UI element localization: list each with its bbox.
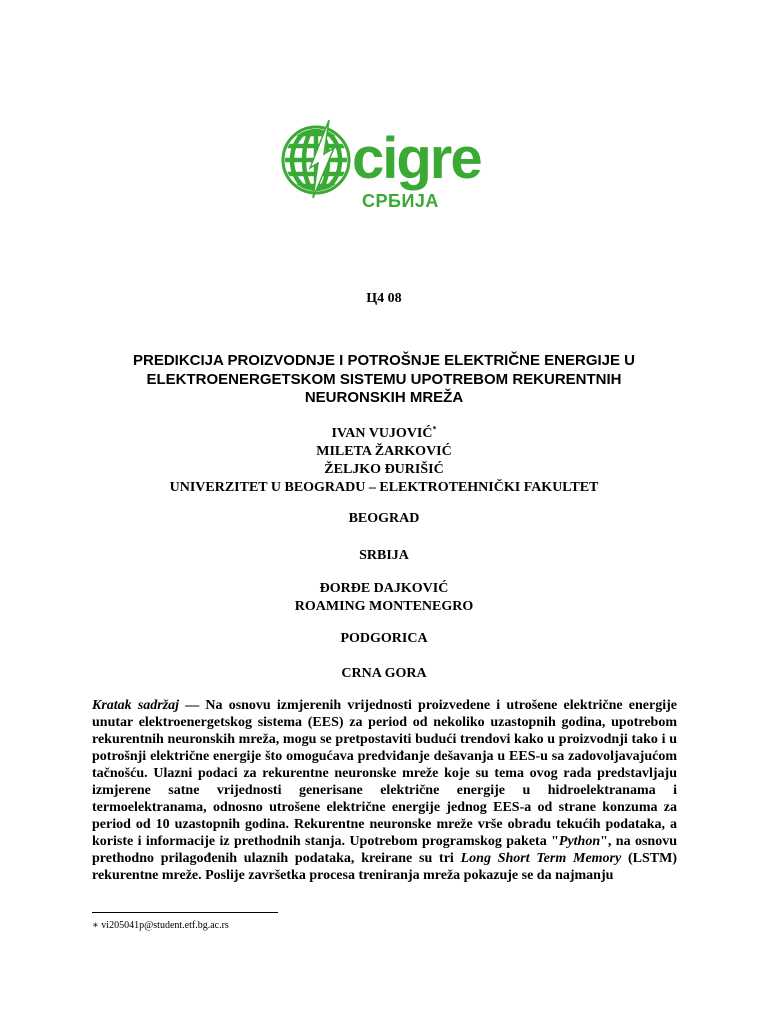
city: PODGORICA	[340, 631, 428, 646]
footnote-marker: *	[432, 424, 437, 434]
footnote-divider	[92, 912, 278, 913]
author-name: ŽELJKO ĐURIŠIĆ	[324, 462, 444, 477]
footnote	[92, 919, 492, 932]
affiliation: UNIVERZITET U BEOGRADU – ELEKTROTEHNIČKI FAKULTET	[169, 480, 599, 495]
python-term: Python	[558, 834, 601, 849]
paper-title-line: NEURONSKIH MREŽA	[304, 389, 464, 406]
author-name: ĐORĐE DAJKOVIĆ	[319, 581, 449, 596]
footnote-marker: ∗	[92, 920, 99, 931]
paper-title-line: ELEKTROENERGETSKOM SISTEMU UPOTREBOM REKURENTNIH	[146, 370, 622, 388]
footnote-email: vi205041p@student.etf.bg.ac.rs	[101, 920, 229, 931]
logo-wordmark: cigre	[352, 126, 481, 191]
city: BEOGRAD	[348, 511, 420, 526]
author-name: IVAN VUJOVIĆ*	[331, 424, 437, 441]
abstract-label: Kratak sadržaj	[92, 698, 180, 713]
globe-lightning-icon	[280, 116, 352, 200]
paper-title	[90, 352, 678, 408]
author-block-1	[90, 425, 678, 497]
author-block-2	[90, 580, 678, 616]
country: CRNA GORA	[341, 666, 427, 681]
country: SRBIJA	[359, 548, 409, 563]
logo-country: СРБИЈА	[362, 191, 439, 211]
paper-title-line: PREDIKCIJA PROIZVODNJE I POTROŠNJE ELEKTRIČNE ENERGIJE U	[132, 352, 636, 369]
affiliation: ROAMING MONTENEGRO	[294, 599, 474, 614]
paper-code: Ц4 08	[366, 291, 402, 306]
author-name: MILETA ŽARKOVIĆ	[316, 444, 452, 459]
lstm-term: Long Short Term Memory	[460, 851, 622, 866]
cigre-logo	[280, 116, 490, 216]
abstract-paragraph: Kratak sadržaj — Na osnovu izmjerenih vrijednosti proizvedene i utrošene električne energije unutar elektroenergetskog sistema (EES) za period od nekoliko uzastopnih godina, upotrebom rekurentnih neuronskih mreža, mogu se pretpostaviti budući trendovi kako u proizvodnji tako i u potrošnji električne energije što omogućava predviđanje dešavanja u EES-u sa zadovoljavajućom tačnošću. Ulazni podaci za rekurentne neuronske mreže koje su tema ovog rada predstavljaju izmjerene satne vrijednosti generisane električne energije u hidroelektranama i termoelektranama, odnosno utrošene električne energije jednog EES-a od strane konzuma za period od 10 uzastopnih godina. Rekurentne neuronske mreže vrše obradu tekućih podataka, a koriste i informacije iz prethodnih stanja. Upotrebom programskog paketa "Python", na osnovu prethodno prilagođenih ulaznih podataka, kreirane su tri Long Short Term Memory (LSTM) rekurentne mreže. Poslije završetka procesa treniranja mreža pokazuje se da najmanju	[92, 698, 678, 883]
